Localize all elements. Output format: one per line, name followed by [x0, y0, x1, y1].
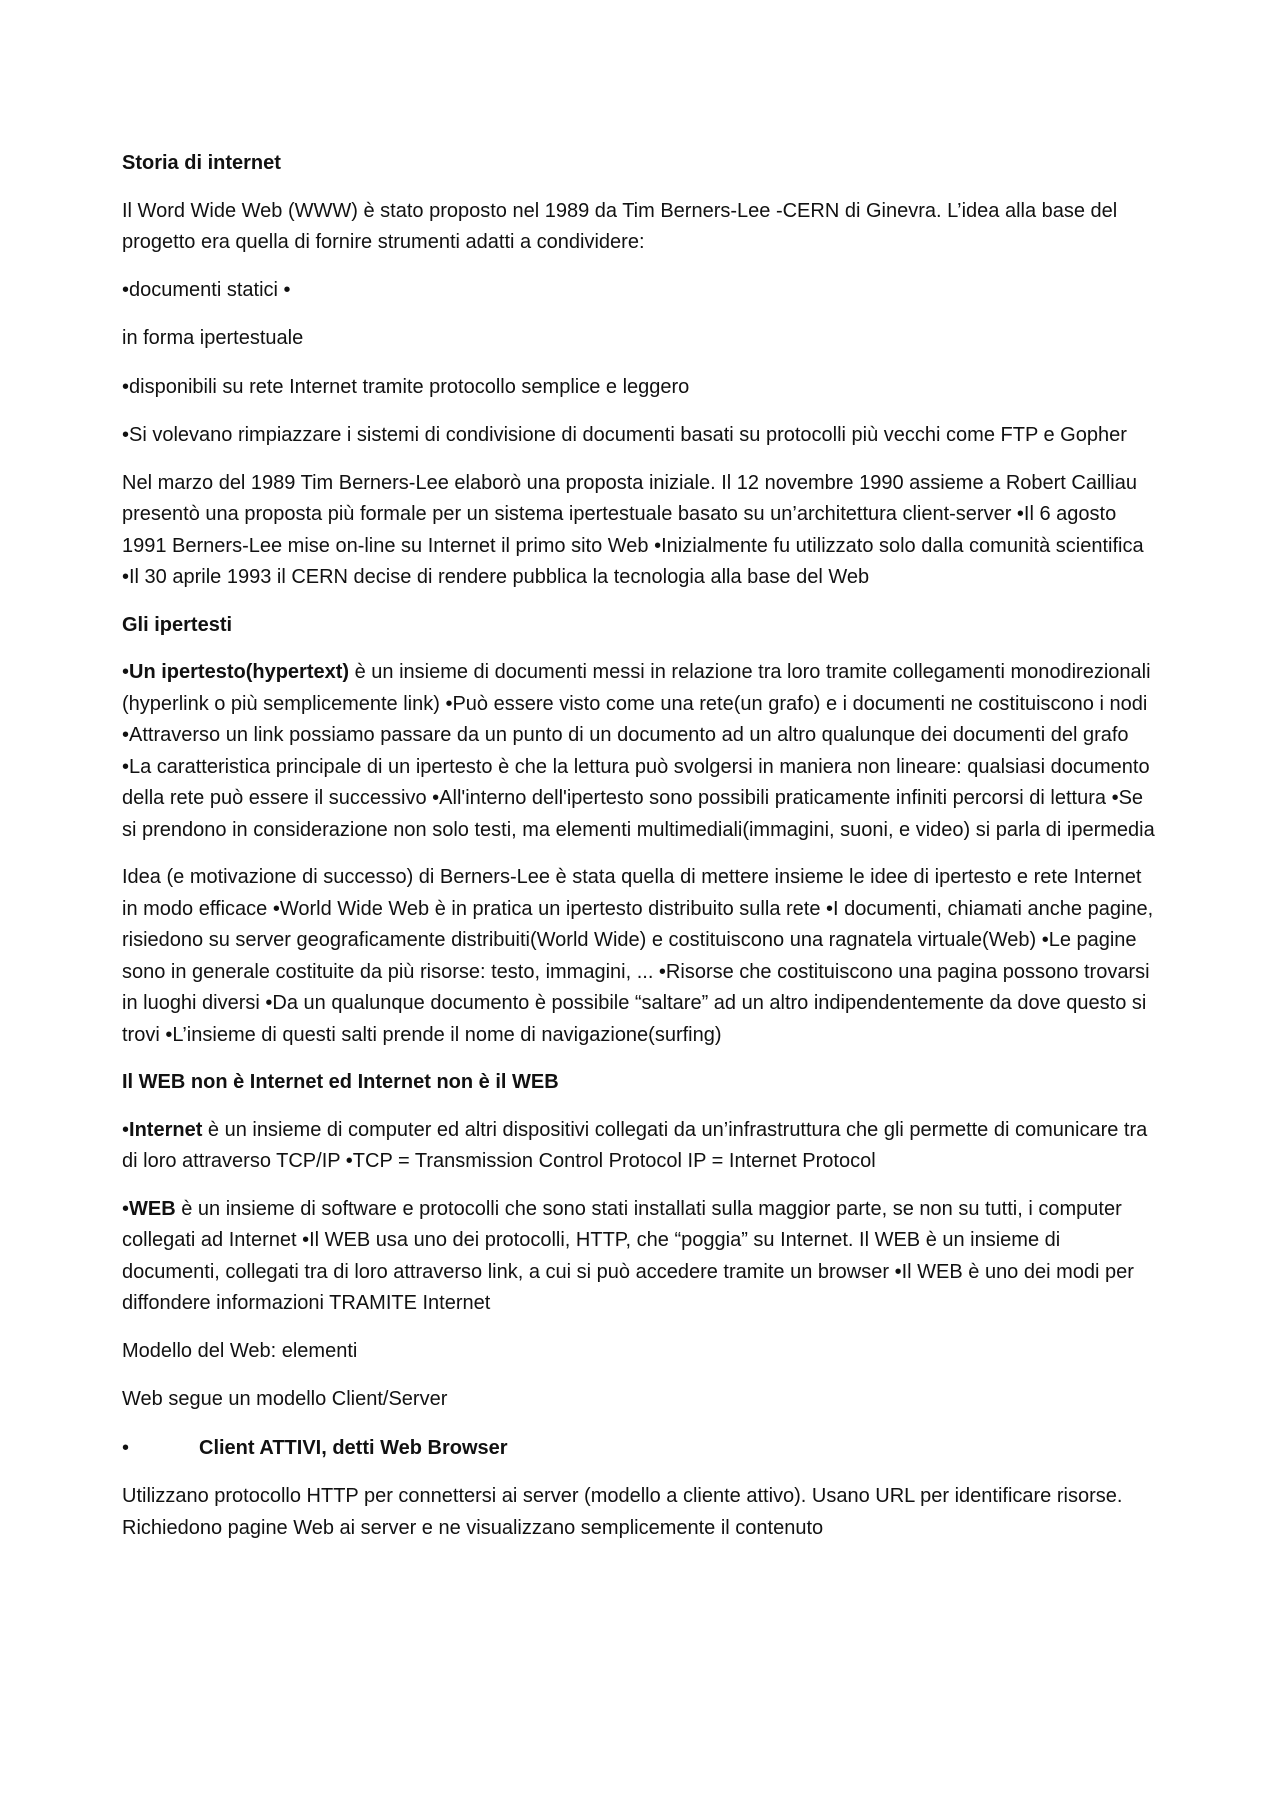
paragraph-intro: Il Word Wide Web (WWW) è stato proposto nel 1989 da Tim Berners-Lee -CERN di Ginevra. L’idea alla base del progetto era quella di fornire strumenti adatti a condividere:	[122, 199, 1118, 253]
paragraph-berners-lee-idea: Idea (e motivazione di successo) di Berners-Lee è stata quella di mettere insieme le idee di ipertesto e rete Internet in modo efficace •World Wide Web è in pratica un ipertesto distribuito sulla rete •I documenti, chiamati anche pagine, risiedono su server geograficamente distribuiti(World Wide) e costituiscono una ragnatela virtuale(Web) •Le pagine sono in generale costituite da più risorse: testo, immagini, ... •Risorse che costituiscono una pagina possono trovarsi in luoghi diversi •Da un qualunque documento è possibile “saltare” ad un altro indipendentemente da dove questo si trovi •L’insieme di questi salti prende il nome di navigazione(surfing)	[122, 866, 1154, 1046]
paragraph-internet	[122, 1115, 1162, 1178]
paragraph-model-title: Modello del Web: elementi	[122, 1339, 358, 1362]
paragraph-hypertext	[122, 657, 1162, 846]
bullet-symbol: •	[122, 1197, 130, 1220]
client-title: Client ATTIVI, detti Web Browser	[199, 1436, 508, 1459]
term-web: WEB	[129, 1197, 176, 1220]
paragraph-model-line: Web segue un modello Client/Server	[122, 1388, 448, 1410]
list-item: in forma ipertestuale	[122, 327, 304, 349]
bullet-symbol: •	[122, 661, 130, 683]
paragraph-text: è un insieme di computer ed altri dispositivi collegati da un’infrastruttura che gli permette di comunicare tra di loro attraverso TCP/IP •TCP = Transmission Control Protocol IP = Internet Protocol	[122, 1118, 1148, 1172]
paragraph-web	[122, 1194, 1162, 1320]
paragraph-history: Nel marzo del 1989 Tim Berners-Lee elaborò una proposta iniziale. Il 12 novembre 1990 assieme a Robert Cailliau presentò una proposta più formale per un sistema ipertestuale basato su un’architettura client-server •Il 6 agosto 1991 Berners-Lee mise on-line su Internet il primo sito Web •Inizialmente fu utilizzato solo dalla comunità scientifica •Il 30 aprile 1993 il CERN decise di rendere pubblica la tecnologia alla base del Web	[122, 471, 1144, 588]
section-title-web-internet: Il WEB non è Internet ed Internet non è il WEB	[122, 1071, 559, 1093]
list-item: •Si volevano rimpiazzare i sistemi di condivisione di documenti basati su protocolli più vecchi come FTP e Gopher	[122, 424, 1127, 446]
term-internet: Internet	[129, 1118, 203, 1141]
section-title-ipertesti: Gli ipertesti	[122, 613, 233, 636]
paragraph-text: è un insieme di software e protocolli che sono stati installati sulla maggior parte, se non su tutti, i computer collegati ad Internet •Il WEB usa uno dei protocolli, HTTP, che “poggia” su Internet. Il WEB è un insieme di documenti, collegati tra di loro attraverso link, a cui si può accedere tramite un browser •Il WEB è uno dei modi per diffondere informazioni TRAMITE Internet	[122, 1197, 1134, 1314]
paragraph-text: è un insieme di documenti messi in relazione tra loro tramite collegamenti monodirezionali (hyperlink o più semplicemente link) •Può essere visto come una rete(un grafo) e i documenti ne costituiscono i nodi •Attraverso un link possiamo passare da un punto di un documento ad un altro qualunque dei documenti del grafo •La caratteristica principale di un ipertesto è che la lettura può svolgersi in maniera non lineare: qualsiasi documento della rete può essere il successivo •All'interno dell'ipertesto sono possibili praticamente infiniti percorsi di lettura •Se si prendono in considerazione non solo testi, ma elementi multimediali(immagini, suoni, e video) si parla di ipermedia	[122, 661, 1155, 841]
paragraph-client-desc: Utilizzano protocollo HTTP per connettersi ai server (modello a cliente attivo). Usano URL per identificare risorse. Richiedono pagine Web ai server e ne visualizzano semplicemente il contenuto	[122, 1485, 1123, 1539]
term-ipertesto: Un ipertesto(hypertext)	[129, 661, 350, 683]
document-page	[122, 148, 1162, 1560]
list-item: •documenti statici •	[122, 278, 291, 301]
section-title-storia: Storia di internet	[122, 152, 281, 174]
list-item-client	[122, 1433, 1162, 1465]
list-item: •disponibili su rete Internet tramite protocollo semplice e leggero	[122, 375, 690, 398]
bullet-symbol: •	[122, 1118, 130, 1141]
bullet-symbol: •	[122, 1436, 130, 1459]
